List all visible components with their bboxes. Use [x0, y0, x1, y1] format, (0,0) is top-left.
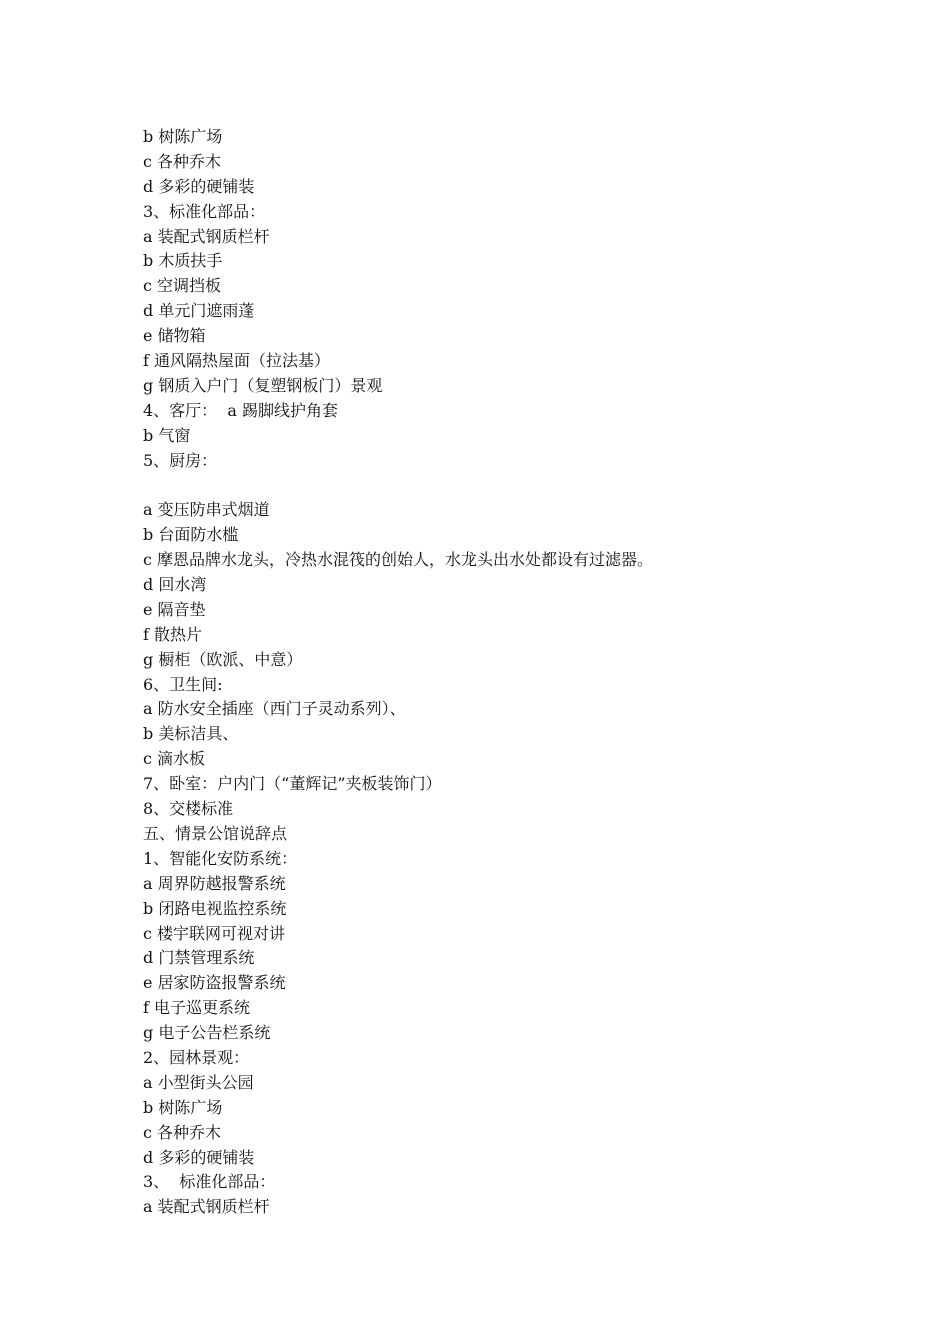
section-heading: 4、客厅： a 踢脚线护角套: [143, 400, 338, 420]
text-line: d 门禁管理系统: [143, 948, 255, 968]
text-line: d 单元门遮雨蓬: [143, 301, 255, 321]
section-heading: 3、标准化部品：: [143, 201, 266, 221]
text-line: a 装配式钢质栏杆: [143, 226, 270, 246]
text-line: a 小型街头公园: [143, 1072, 254, 1092]
text-line: b 闭路电视监控系统: [143, 898, 287, 918]
blank-line: [143, 473, 903, 498]
text-line: d 回水湾: [143, 575, 207, 595]
text-line: e 储物箱: [143, 326, 206, 346]
text-line: e 隔音垫: [143, 599, 206, 619]
text-line: a 防水安全插座（西门子灵动系列）、: [143, 699, 406, 719]
section-heading: 8、交楼标准: [143, 799, 234, 819]
text-line: c 楼宇联网可视对讲: [143, 923, 286, 943]
document-body: [143, 125, 903, 1220]
text-line: f 电子巡更系统: [143, 998, 251, 1018]
text-line: e 居家防盗报警系统: [143, 973, 286, 993]
text-line: b 木质扶手: [143, 251, 223, 271]
text-line: c 空调挡板: [143, 276, 222, 296]
text-line: f 散热片: [143, 624, 203, 644]
section-heading: 2、园林景观：: [143, 1047, 250, 1067]
section-heading: 7、卧室：户内门（“董辉记”夹板装饰门）: [143, 774, 442, 794]
text-line: b 美标洁具、: [143, 724, 239, 744]
text-line: f 通风隔热屋面（拉法基）: [143, 351, 331, 371]
text-line: c 各种乔木: [143, 151, 222, 171]
section-heading: 1、智能化安防系统：: [143, 848, 298, 868]
text-line: c 摩恩品牌水龙头，冷热水混筏的创始人，水龙头出水处都设有过滤器。: [143, 550, 654, 570]
text-line: g 橱柜（欧派、中意）: [143, 649, 303, 669]
text-line: c 各种乔木: [143, 1122, 222, 1142]
text-line: b 台面防水槛: [143, 525, 239, 545]
text-line: a 装配式钢质栏杆: [143, 1197, 270, 1217]
text-line: d 多彩的硬铺装: [143, 1147, 255, 1167]
section-heading: 5、厨房：: [143, 450, 218, 470]
text-line: g 电子公告栏系统: [143, 1023, 271, 1043]
text-line: b 树陈广场: [143, 1097, 223, 1117]
text-line: g 钢质入户门（复塑钢板门）景观: [143, 375, 383, 395]
text-line: a 变压防串式烟道: [143, 500, 270, 520]
text-line: b 气窗: [143, 425, 191, 445]
text-line: c 滴水板: [143, 749, 206, 769]
text-line: a 周界防越报警系统: [143, 873, 286, 893]
chapter-heading: 五、情景公馆说辞点: [143, 823, 288, 843]
text-line: b 树陈广场: [143, 127, 223, 146]
text-line: d 多彩的硬铺装: [143, 176, 255, 196]
section-heading: 3、 标准化部品：: [143, 1172, 276, 1192]
section-heading: 6、卫生间:: [143, 674, 223, 694]
